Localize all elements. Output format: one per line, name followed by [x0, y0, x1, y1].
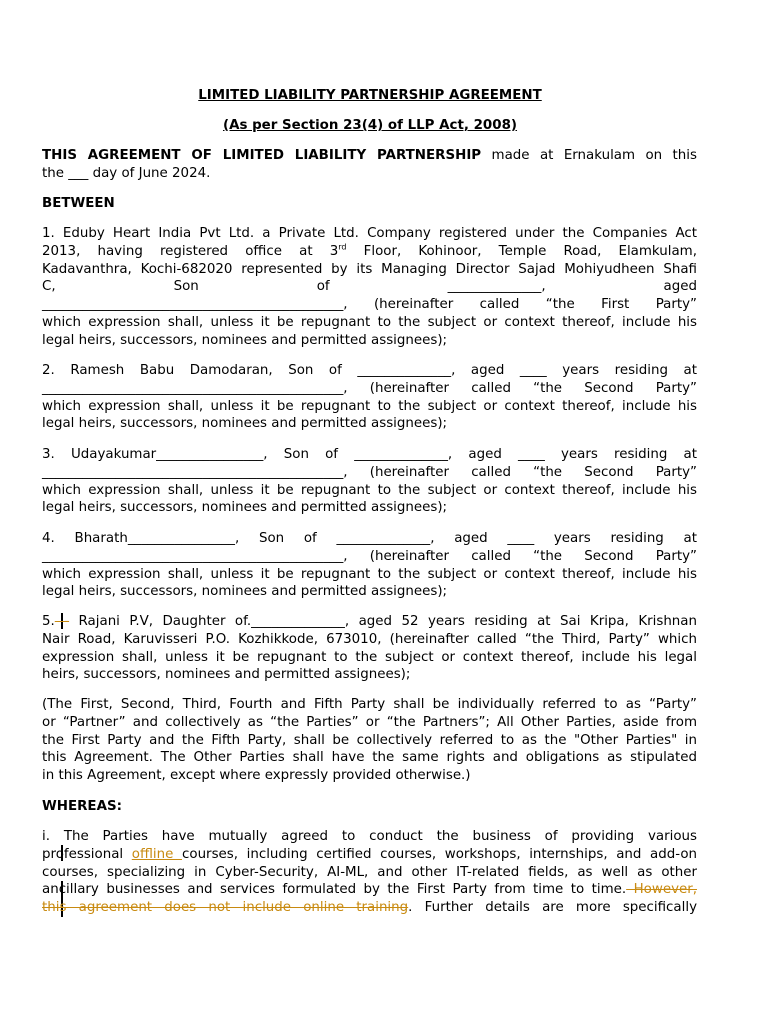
p5-line: Nair Road, Karuvisseri P.O. Kozhikkode, 673010, (hereinafter called “the Third, Party” which [42, 631, 697, 647]
p6-line: (The First, Second, Third, Fourth and Fifth Party shall be individually referred to as “Party” [42, 697, 697, 712]
p7-line: professional offline courses, including certified courses, workshops, internships, and add-on [42, 846, 698, 862]
p4-line: _____________________________________________, (hereinafter called “the Second Party” [42, 548, 697, 564]
p6-line: or “Partner” and collectively as “the Parties” or “the Partners”; All Other Parties, aside from [42, 714, 697, 730]
between-heading: BETWEEN [42, 196, 115, 211]
intro-date-line: the ___ day of June 2024. [42, 165, 211, 181]
p1-line: 2013, having registered office at 3rd Floor, Kohinoor, Temple Road, Elamkulam, [42, 242, 697, 259]
p6-line: the First Party and the Fifth Party, shall be collectively referred to as the "Other Parties" in [42, 732, 697, 748]
p5-line: heirs, successors, nominees and permitted assignees); [42, 667, 411, 683]
party-3-paragraph [42, 446, 697, 517]
deleted-text: However, [626, 882, 697, 898]
p4-line: legal heirs, successors, nominees and permitted assignees); [42, 584, 448, 600]
p3-line: 3. Udayakumar________________, Son of ______________, aged ____ years residing at [42, 447, 697, 462]
p4-line: 4. Bharath________________, Son of ______________, aged ____ years residing at [42, 531, 697, 546]
p5-line: expression shall, unless it be repugnant to the subject or context thereof, include his legal [42, 649, 697, 665]
p7-line: courses, specializing in Cyber-Security, AI-ML, and other IT-related fields, as well as other [42, 864, 697, 880]
whereas-clause-i [42, 828, 697, 917]
p5-line: 5. - Rajani P.V, Daughter of.______________, aged 52 years residing at Sai Kripa, Krishnan [42, 614, 697, 629]
p7-line: i. The Parties have mutually agreed to conduct the business of providing various [42, 829, 697, 844]
intro-rest: made at Ernakulam on this [481, 148, 697, 163]
deleted-dash: - [54, 614, 70, 629]
p1-line: which expression shall, unless it be repugnant to the subject or context thereof, include his [42, 314, 697, 330]
p1-line: C, Son of ______________, aged [42, 279, 697, 295]
p2-line: _____________________________________________, (hereinafter called “the Second Party” [42, 380, 697, 396]
p1-line: legal heirs, successors, nominees and permitted assignees); [42, 332, 448, 348]
agreement-title: LIMITED LIABILITY PARTNERSHIP AGREEMENT [198, 88, 542, 103]
whereas-heading: WHEREAS: [42, 799, 122, 814]
p6-line: this Agreement. The Other Parties shall have the same rights and obligations as stipulated [42, 750, 697, 766]
party-4-paragraph [42, 530, 697, 601]
agreement-subtitle: (As per Section 23(4) of LLP Act, 2008) [222, 118, 518, 133]
intro-paragraph [42, 147, 697, 183]
p1-line: Kadavanthra, Kochi-682020 represented by its Managing Director Sajad Mohiyudheen Shafi [42, 261, 697, 277]
p1-line: _____________________________________________, (hereinafter called “the First Party” [42, 297, 697, 313]
p2-line: which expression shall, unless it be repugnant to the subject or context thereof, include his [42, 398, 697, 414]
party-5-paragraph [42, 613, 697, 684]
p2-line: legal heirs, successors, nominees and permitted assignees); [42, 416, 448, 432]
party-2-paragraph [42, 362, 697, 433]
p6-line: in this Agreement, except where expressly provided otherwise.) [42, 768, 471, 784]
p3-line: legal heirs, successors, nominees and permitted assignees); [42, 500, 448, 516]
p7-line: ancillary businesses and services formulated by the First Party from time to time. However, [42, 882, 697, 898]
p2-line: 2. Ramesh Babu Damodaran, Son of ______________, aged ____ years residing at [42, 363, 697, 378]
p4-line: which expression shall, unless it be repugnant to the subject or context thereof, include his [42, 566, 697, 582]
p3-line: _____________________________________________, (hereinafter called “the Second Party” [42, 464, 697, 480]
p7-line: this agreement does not include online training. Further details are more specifically [42, 900, 697, 916]
intro-bold-lead: THIS AGREEMENT OF LIMITED LIABILITY PARTNERSHIP [42, 148, 482, 163]
p3-line: which expression shall, unless it be repugnant to the subject or context thereof, include his [42, 482, 697, 498]
inserted-text: offline [131, 846, 183, 862]
definitions-paragraph [42, 696, 697, 785]
party-1-paragraph [42, 225, 697, 350]
deleted-text: this agreement does not include online training [42, 900, 409, 916]
p1-line: 1. Eduby Heart India Pvt Ltd. a Private Ltd. Company registered under the Companies Act [42, 226, 697, 241]
